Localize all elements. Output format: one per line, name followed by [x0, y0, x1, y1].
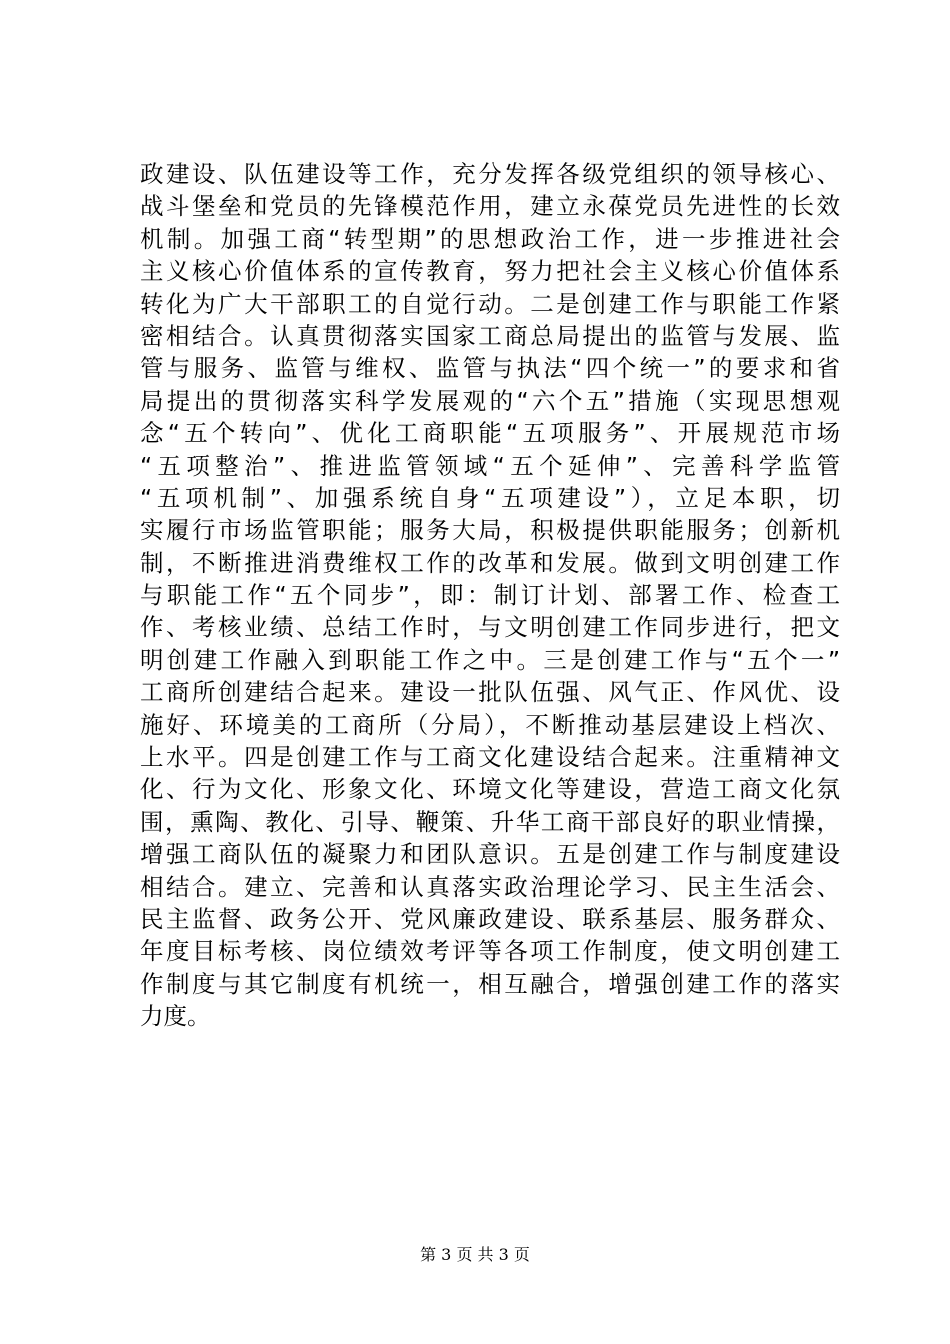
text-line: 年度目标考核、岗位绩效考评等各项工作制度，使文明创建工: [140, 937, 840, 966]
text-line: 机制。加强工商“转型期”的思想政治工作，进一步推进社会: [140, 224, 840, 253]
page-footer: 第 3 页 共 3 页: [420, 1245, 530, 1264]
text-line: 施好、环境美的工商所（分局），不断推动基层建设上档次、: [140, 710, 840, 739]
text-line: 明创建工作融入到职能工作之中。三是创建工作与“五个一”: [140, 645, 840, 674]
text-line: 政建设、队伍建设等工作，充分发挥各级党组织的领导核心、: [140, 160, 840, 188]
text-line: 密相结合。认真贯彻落实国家工商总局提出的监管与发展、监: [140, 321, 840, 350]
text-line: 上水平。四是创建工作与工商文化建设结合起来。注重精神文: [140, 743, 840, 772]
text-line: 增强工商队伍的凝聚力和团队意识。五是创建工作与制度建设: [140, 840, 840, 869]
text-line: 力度。: [140, 1002, 211, 1031]
text-line: “五项机制”、加强系统自身“五项建设”），立足本职，切: [140, 483, 840, 512]
text-line: “五项整治”、推进监管领域“五个延伸”、完善科学监管: [140, 451, 840, 480]
text-line: 作、考核业绩、总结工作时，与文明创建工作同步进行，把文: [140, 613, 840, 642]
text-line: 管与服务、监管与维权、监管与执法“四个统一”的要求和省: [140, 354, 840, 383]
text-line: 战斗堡垒和党员的先锋模范作用，建立永葆党员先进性的长效: [140, 192, 840, 221]
text-line: 实履行市场监管职能；服务大局，积极提供职能服务；创新机: [140, 516, 840, 545]
text-line: 作制度与其它制度有机统一，相互融合，增强创建工作的落实: [140, 969, 840, 998]
text-line: 主义核心价值体系的宣传教育，努力把社会主义核心价值体系: [140, 257, 840, 286]
text-line: 相结合。建立、完善和认真落实政治理论学习、民主生活会、: [140, 872, 840, 901]
text-line: 工商所创建结合起来。建设一批队伍强、风气正、作风优、设: [140, 678, 840, 707]
text-line: 念“五个转向”、优化工商职能“五项服务”、开展规范市场: [140, 419, 840, 448]
text-line: 局提出的贯彻落实科学发展观的“六个五”措施（实现思想观: [140, 386, 840, 415]
body-paragraph: [140, 158, 840, 1033]
text-line: 制，不断推进消费维权工作的改革和发展。做到文明创建工作: [140, 548, 840, 577]
text-line: 化、行为文化、形象文化、环境文化等建设，营造工商文化氛: [140, 775, 840, 804]
text-line: 转化为广大干部职工的自觉行动。二是创建工作与职能工作紧: [140, 289, 840, 318]
text-line: 围，熏陶、教化、引导、鞭策、升华工商干部良好的职业情操，: [140, 807, 840, 836]
text-line: 与职能工作“五个同步”，即：制订计划、部署工作、检查工: [140, 581, 840, 610]
text-line: 民主监督、政务公开、党风廉政建设、联系基层、服务群众、: [140, 904, 840, 933]
